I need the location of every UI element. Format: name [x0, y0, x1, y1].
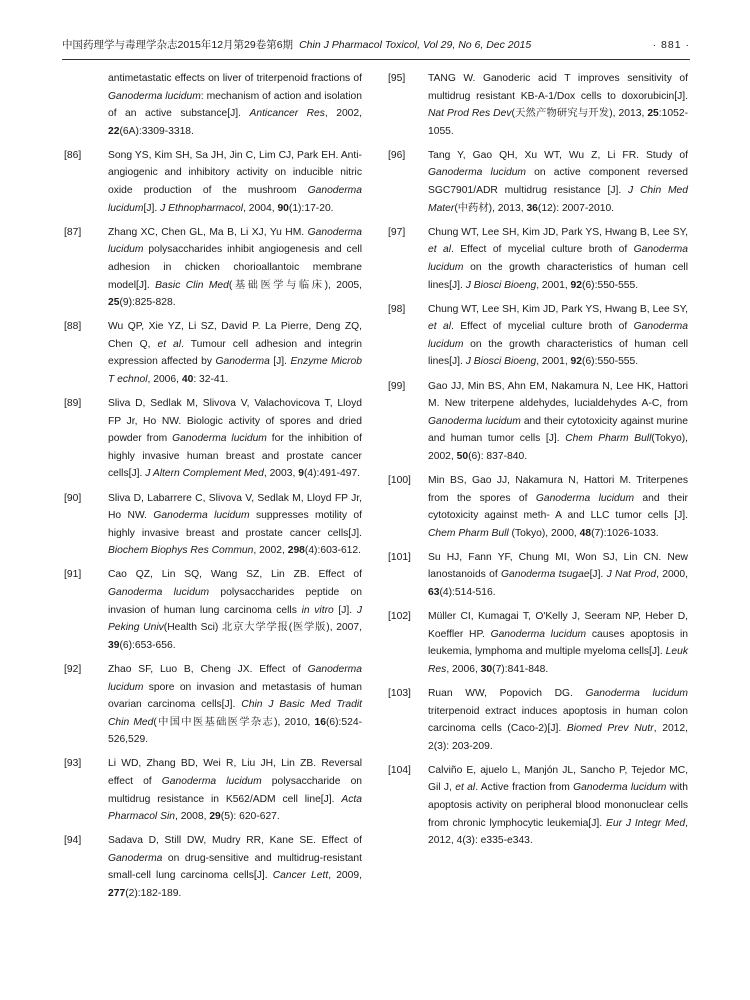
reference-italic-text: J Nat Prod — [606, 569, 657, 581]
reference-italic-text: Chem Pharm Bull — [428, 527, 509, 539]
reference-entry — [388, 472, 688, 542]
reference-italic-text: Nat Prod Res Dev — [428, 108, 512, 120]
reference-number: [95] — [388, 73, 406, 84]
reference-italic-text: Eur J Integr Med — [605, 817, 686, 829]
reference-text: with apoptosis activity on peripheral blood mononuclear cells from chronic lymphocytic leukemia[J]. — [428, 782, 688, 829]
reference-entry — [62, 224, 362, 312]
reference-volume: 25 — [647, 108, 659, 120]
reference-text: Gao JJ, Min BS, Ahn EM, Nakamura N, Lee HK, Hattori M. New triterpene aldehydes, lucialdehydes A-C, from — [428, 380, 688, 410]
reference-text: : 32-41. — [193, 374, 229, 385]
reference-italic-text: Ganoderma lucidum — [428, 415, 521, 427]
reference-text: (Tokyo), 2000, — [508, 527, 580, 539]
reference-text: Zhang XC, Chen GL, Ma B, Li XJ, Yu HM. — [108, 226, 308, 238]
reference-text: (基础医学与临床), 2005, — [228, 279, 363, 291]
reference-volume: 50 — [456, 450, 469, 462]
reference-italic-text: Ganoderma — [108, 852, 163, 864]
reference-italic-text: Anticancer Res — [249, 108, 325, 120]
reference-entry — [62, 832, 362, 902]
journal-title — [62, 35, 531, 55]
reference-text: , 2009, — [328, 870, 362, 882]
reference-entry — [388, 301, 688, 371]
reference-entry — [62, 147, 362, 217]
reference-volume: 277 — [108, 888, 126, 900]
reference-entry — [62, 318, 362, 388]
reference-text: (中药材), 2013, — [454, 202, 527, 214]
header-rule — [62, 59, 690, 60]
reference-text: causes apoptosis in leukemia, lymphoma and multiple myeloma cells[J]. — [428, 628, 688, 658]
reference-italic-text: Ganoderma lucidum — [573, 782, 667, 794]
reference-text: Min BS, Gao JJ, Nakamura N, Hattori M. Triterpenes from the spores of — [428, 474, 688, 504]
reference-text: Su HJ, Fann YF, Chung MI, Won SJ, Lin CN. New lanostanoids of — [428, 551, 688, 581]
reference-italic-text: Ganoderma — [215, 356, 270, 368]
reference-italic-text: Cancer Lett — [272, 870, 329, 882]
reference-text: [J]. — [333, 604, 357, 616]
reference-text: :1052-1055. — [428, 108, 688, 137]
reference-volume: 63 — [428, 587, 440, 599]
reference-text: Sliva D, Labarrere C, Slivova V, Sedlak M, Lloyd FP Jr, Ho NW. — [108, 492, 362, 522]
reference-italic-text: Acta Pharmacol Sin — [108, 793, 362, 823]
reference-number: [96] — [388, 149, 406, 161]
reference-italic-text: Ganoderma lucidum — [428, 321, 688, 350]
reference-volume: 48 — [579, 527, 592, 539]
reference-text: Sadava D, Still DW, Mudry RR, Kane SE. Effect of — [108, 835, 362, 847]
reference-number: [103] — [388, 688, 411, 699]
reference-text: (7):1026-1033. — [591, 527, 659, 539]
reference-entry — [388, 685, 688, 755]
reference-text: suppresses motility of highly invasive breast and prostate cancer cells[J]. — [108, 510, 362, 539]
reference-text: [J]. — [143, 202, 161, 214]
reference-text: . Active fraction from — [475, 782, 574, 794]
reference-text: , 2006, — [147, 374, 182, 385]
reference-volume: 29 — [209, 811, 221, 823]
reference-text: (5): 620-627. — [220, 811, 280, 823]
reference-text: . Tumour cell adhesion and integrin expression affected by — [108, 338, 362, 368]
reference-text: Chung WT, Lee SH, Kim JD, Park YS, Hwang B, Lee SY, — [428, 303, 688, 315]
reference-text: antimetastatic effects on liver of triterpenoid fractions of — [108, 73, 362, 84]
reference-italic-text: J Ethnopharmacol — [160, 202, 244, 214]
reference-number: [91] — [64, 569, 82, 581]
reference-volume: 36 — [526, 202, 538, 214]
reference-italic-text: Biochem Biophys Res Commun — [108, 545, 254, 557]
reference-text: (6): 837-840. — [468, 450, 528, 462]
reference-number: [98] — [388, 303, 406, 315]
reference-entry — [388, 378, 688, 466]
reference-italic-text: J Altern Complement Med — [145, 468, 264, 480]
reference-text: , 2003, — [263, 468, 299, 480]
reference-text: [J]. — [269, 356, 291, 368]
reference-column-left — [62, 70, 362, 909]
reference-number: [104] — [388, 764, 411, 776]
reference-text: Calviño E, ajuelo L, Manjón JL, Sancho P, Tejedor MC, Gil J, — [428, 764, 688, 794]
reference-entry — [62, 490, 362, 560]
reference-entry — [62, 755, 362, 825]
reference-italic-text: Ganoderma lucidum — [428, 244, 688, 273]
reference-entry — [388, 762, 688, 850]
reference-number: [89] — [64, 398, 82, 410]
reference-text: , 2000, — [656, 569, 688, 581]
reference-italic-text: Ganoderma lucidum — [108, 226, 362, 256]
reference-text: Zhao SF, Luo B, Cheng JX. Effect of — [108, 663, 308, 675]
journal-title-en: Chin J Pharmacol Toxicol, Vol 29, No 6, Dec 2015 — [299, 39, 532, 51]
reference-number: [100] — [388, 474, 411, 486]
reference-text: (6A):3309-3318. — [119, 125, 194, 137]
reference-text: Tang Y, Gao QH, Xu WT, Wu Z, Li FR. Study of — [428, 149, 688, 161]
reference-volume: 39 — [108, 639, 120, 651]
reference-text: (天然产物研究与开发), 2013, — [511, 108, 648, 120]
reference-text: spore on invasion and metastasis of human ovarian carcinoma cells[J]. — [108, 681, 362, 711]
reference-text: polysaccharide on multidrug resistance in K562/ADM cell line[J]. — [108, 775, 363, 805]
reference-volume: 30 — [480, 663, 493, 675]
reference-italic-text: Ganoderma lucidum — [108, 185, 362, 214]
reference-number: [86] — [64, 149, 82, 161]
reference-number: [99] — [388, 380, 406, 392]
reference-text: polysaccharides inhibit angiogenesis and cell adhesion in chicken chorioallantoic membrane model[J]. — [108, 244, 362, 291]
reference-italic-text: Leuk Res — [428, 646, 688, 675]
reference-text: . Effect of mycelial culture broth of — [451, 321, 634, 333]
reference-volume: 40 — [181, 374, 194, 385]
reference-number: [97] — [388, 226, 406, 238]
reference-italic-text: Biomed Prev Nutr — [566, 723, 654, 735]
running-header — [62, 35, 690, 55]
reference-text: Chung WT, Lee SH, Kim JD, Park YS, Hwang B, Lee SY, — [428, 226, 688, 238]
reference-italic-text: Ganoderma lucidum — [108, 90, 201, 102]
reference-italic-text: J Biosci Bioeng — [465, 356, 537, 368]
reference-text: for the inhibition of highly invasive human breast and prostate cancer cells[J]. — [108, 433, 362, 480]
reference-text: : mechanism of action and isolation of an active substance[J]. — [108, 90, 362, 120]
reference-italic-text: Ganoderma lucidum — [585, 688, 688, 699]
reference-text: (12): 2007-2010. — [537, 202, 615, 214]
reference-text: (4):491-497. — [303, 468, 361, 480]
reference-text: Wu QP, Xie YZ, Li SZ, David P. La Pierre, Deng ZQ, Chen Q, — [108, 321, 362, 350]
reference-volume: 92 — [570, 356, 583, 368]
reference-italic-text: Ganoderma lucidum — [108, 663, 362, 693]
reference-italic-text: et al — [157, 338, 182, 350]
reference-italic-text: J Peking Univ — [108, 604, 363, 634]
journal-title-cn: 中国药理学与毒理学杂志2015年12月第29卷第6期 — [62, 39, 294, 51]
reference-italic-text: Ganoderma lucidum — [153, 510, 250, 522]
reference-text: Müller CI, Kumagai T, O'Kelly J, Seeram NP, Heber D, Koeffler HP. — [428, 611, 688, 640]
reference-text: Ruan WW, Popovich DG. — [428, 688, 586, 699]
reference-text: (6):653-656. — [119, 639, 176, 651]
reference-entry — [388, 549, 688, 602]
reference-text: , 2012, 4(3): e335-e343. — [428, 817, 688, 847]
reference-volume: 16 — [314, 716, 326, 728]
reference-volume: 92 — [570, 279, 583, 291]
reference-italic-text: Ganoderma lucidum — [161, 775, 262, 787]
reference-text: (Tokyo), 2002, — [428, 433, 688, 462]
reference-text: (1):17-20. — [288, 202, 334, 214]
reference-number: [102] — [388, 611, 411, 623]
reference-number: [92] — [64, 663, 82, 675]
reference-text: (2):182-189. — [125, 888, 182, 900]
reference-entry — [62, 70, 362, 140]
reference-text: on the growth characteristics of human cell lines[J]. — [428, 338, 688, 368]
reference-entry — [388, 70, 688, 140]
reference-italic-text: Ganoderma lucidum — [428, 167, 527, 179]
reference-number: [101] — [388, 551, 411, 563]
reference-text: and their cytotoxicity against meth- A and LLC tumor cells [J]. — [428, 492, 688, 522]
reference-text: , 2002, — [324, 108, 362, 120]
reference-text: (6):550-555. — [582, 356, 639, 368]
reference-italic-text: Basic Clin Med — [155, 279, 229, 291]
reference-volume: 9 — [298, 468, 304, 480]
reference-italic-text: in vitro — [301, 604, 334, 616]
reference-italic-text: Enzyme Microb T echnol — [108, 356, 363, 385]
reference-volume: 90 — [277, 202, 289, 214]
page-number: · 881 · — [652, 39, 690, 51]
reference-italic-text: Ganoderma lucidum — [535, 492, 635, 504]
reference-text: , 2001, — [536, 356, 571, 368]
reference-text: (4):603-612. — [304, 545, 362, 557]
reference-text: (Health Sci) 北京大学学报(医学版), 2007, — [163, 622, 362, 634]
reference-number: [88] — [64, 321, 82, 333]
reference-italic-text: et al — [428, 321, 452, 333]
reference-text: and their cytotoxicity against murine and human tumor cells [J]. — [428, 415, 689, 445]
reference-entry — [62, 661, 362, 749]
reference-text: on the growth characteristics of human cell lines[J]. — [428, 261, 688, 291]
reference-text: Sliva D, Sedlak M, Slivova V, Valachovicova T, Lloyd FP Jr, Ho NW. Biologic activity of spores and dried powder from — [108, 398, 362, 445]
reference-italic-text: Ganoderma lucidum — [490, 628, 587, 640]
reference-italic-text: et al — [428, 244, 452, 256]
reference-text: , 2001, — [536, 279, 571, 291]
reference-text: [J]. — [589, 569, 607, 581]
reference-text: (6):524-526,529. — [108, 716, 362, 746]
reference-entry — [388, 608, 688, 678]
reference-text: , 2006, — [446, 663, 481, 675]
reference-text: , 2004, — [243, 202, 278, 214]
reference-text: TANG W. Ganoderic acid T improves sensitivity of multidrug resistant KB-A-1/Dox cells to doxorubicin[J]. — [428, 73, 688, 102]
reference-italic-text: Ganoderma tsugae — [500, 569, 590, 581]
reference-number: [94] — [64, 835, 82, 847]
reference-text: Li WD, Zhang BD, Wei R, Liu JH, Lin ZB. Reversal effect of — [108, 758, 362, 787]
reference-text: . Effect of mycelial culture broth of — [451, 244, 634, 256]
reference-text: Cao QZ, Lin SQ, Wang SZ, Lin ZB. Effect of — [108, 569, 362, 581]
reference-text: , 2002, — [253, 545, 288, 557]
reference-italic-text: Chem Pharm Bull — [565, 433, 652, 445]
reference-text: polysaccharides peptide on invasion of human lung carcinoma cells — [108, 587, 362, 616]
reference-number: [93] — [64, 758, 82, 770]
reference-text: , 2012, 2(3): 203-209. — [428, 723, 688, 752]
reference-text: (7):841-848. — [492, 663, 549, 675]
reference-text: Song YS, Kim SH, Sa JH, Jin C, Lim CJ, Park EH. Anti-angiogenic and inhibitory activity on inducible nitric oxide production of the mushroom — [108, 149, 362, 197]
reference-column-right — [388, 70, 688, 856]
reference-text: (中国中医基础医学杂志), 2010, — [153, 716, 315, 728]
reference-italic-text: et al — [455, 782, 476, 794]
reference-number: [90] — [64, 492, 82, 504]
reference-text: (4):514-516. — [439, 587, 496, 599]
reference-italic-text: Ganoderma lucidum — [108, 587, 210, 599]
reference-entry — [62, 566, 362, 654]
reference-entry — [388, 224, 688, 294]
reference-volume: 25 — [108, 297, 120, 309]
reference-italic-text: Ganoderma lucidum — [172, 433, 267, 445]
reference-entry — [62, 395, 362, 483]
reference-number: [87] — [64, 226, 82, 238]
reference-volume: 298 — [287, 545, 305, 557]
reference-text: , 2008, — [174, 811, 210, 823]
reference-italic-text: J Biosci Bioeng — [465, 279, 537, 291]
reference-italic-text: Chin J Basic Med Tradit Chin Med — [108, 699, 362, 728]
reference-text: (9):825-828. — [119, 297, 176, 309]
reference-italic-text: J Chin Med Mater — [428, 185, 689, 214]
reference-entry — [388, 147, 688, 217]
reference-text: triterpenoid extract induces apoptosis in human colon carcinoma cells (Caco-2)[J]. — [428, 705, 688, 735]
reference-text: on drug-sensitive and multidrug-resistant small-cell lung carcinoma cells[J]. — [108, 852, 362, 882]
reference-text: (6):550-555. — [582, 279, 639, 291]
reference-text: on active component reversed SGC7901/ADR multidrug resistance [J]. — [428, 167, 688, 197]
reference-volume: 22 — [108, 125, 120, 137]
